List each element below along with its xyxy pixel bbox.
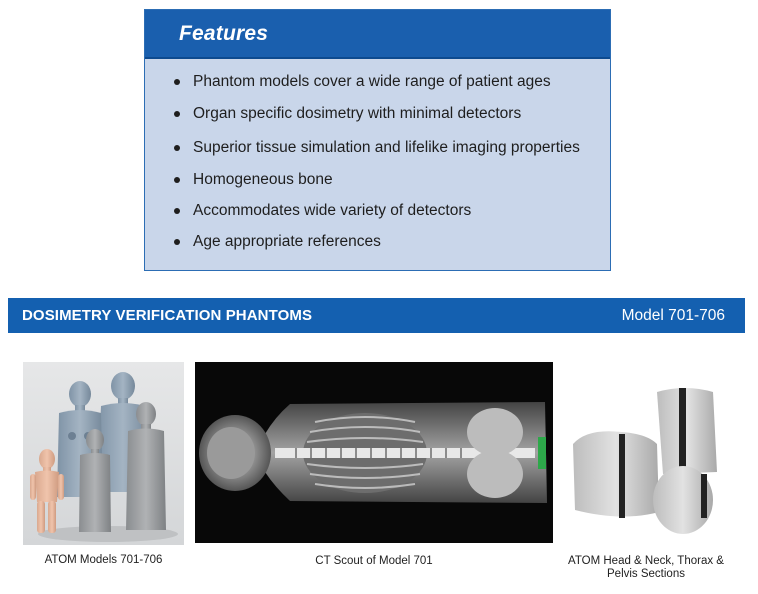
feature-item xyxy=(174,73,551,91)
features-list xyxy=(145,59,610,270)
feature-text: Homogeneous bone xyxy=(193,171,333,188)
feature-item xyxy=(174,202,471,220)
phantom-sections-illustration xyxy=(567,382,725,544)
features-title: Features xyxy=(179,21,269,45)
phantom-sections-photo xyxy=(567,382,725,544)
bullet-icon xyxy=(174,177,180,183)
ct-scout-illustration xyxy=(195,362,553,543)
section-header-bar xyxy=(8,298,745,333)
atom-phantoms-illustration xyxy=(23,362,184,545)
feature-text: Age appropriate references xyxy=(193,233,381,250)
section-title: DOSIMETRY VERIFICATION PHANTOMS xyxy=(22,307,313,324)
bullet-icon xyxy=(174,79,180,85)
bullet-icon xyxy=(174,111,180,117)
feature-item xyxy=(174,105,521,123)
caption-ct-scout: CT Scout of Model 701 xyxy=(315,555,433,567)
feature-text: Accommodates wide variety of detectors xyxy=(193,202,472,219)
ct-scout-image xyxy=(195,362,553,543)
bullet-icon xyxy=(174,145,180,151)
feature-item xyxy=(174,139,580,157)
feature-item xyxy=(174,233,381,251)
feature-item xyxy=(174,171,333,189)
caption-atom-models: ATOM Models 701-706 xyxy=(44,554,163,566)
features-header xyxy=(145,10,610,59)
bullet-icon xyxy=(174,239,180,245)
atom-models-photo xyxy=(23,362,184,545)
feature-text: Organ specific dosimetry with minimal detectors xyxy=(193,105,522,122)
feature-text: Superior tissue simulation and lifelike imaging properties xyxy=(193,139,580,156)
bullet-icon xyxy=(174,208,180,214)
features-box xyxy=(144,9,611,271)
feature-text: Phantom models cover a wide range of patient ages xyxy=(193,73,551,90)
caption-sections: ATOM Head & Neck, Thorax & Pelvis Sections xyxy=(568,555,724,580)
model-number: Model 701-706 xyxy=(621,306,725,324)
